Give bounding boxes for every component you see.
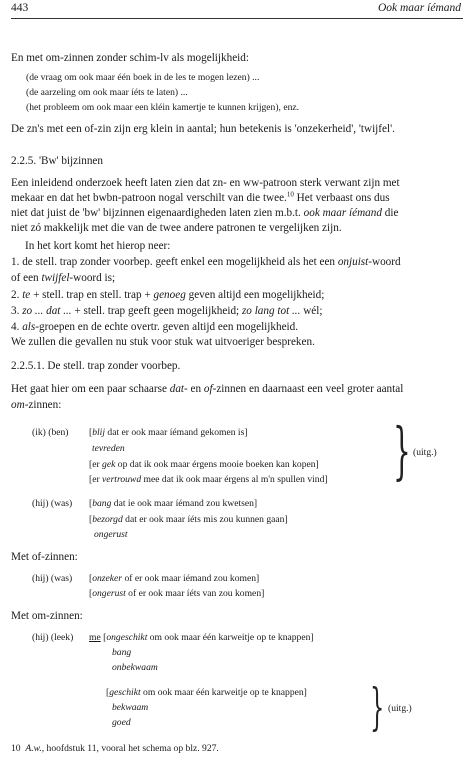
- example-subject: (hij) (leek): [32, 632, 74, 643]
- list-item: 1. de stell. trap zonder voorbep. geeft enkel een mogelijkheid als het een onjuist-woord: [11, 256, 401, 268]
- example-line: [geschikt om ook maar één karweitje op te knappen]: [106, 687, 307, 698]
- section-heading: 2.2.5. 'Bw' bijzinnen: [11, 155, 103, 167]
- text-line: Een inleidend onderzoek heeft laten zien dat zn- en ww-patroon sterk verwant zijn met: [11, 177, 400, 189]
- footnote-ref: 10: [286, 190, 294, 199]
- text-line: om-zinnen:: [11, 399, 62, 411]
- text-line: De zn's met een of-zin zijn erg klein in aantal; hun betekenis is 'onzekerheid', 'twijfel'.: [11, 123, 395, 135]
- example-line: (het probleem om ook maar een kléin kamertje te kunnen krijgen), enz.: [26, 102, 300, 113]
- list-item: 4. als-groepen en de echte overtr. geven altijd een mogelijkheid.: [11, 321, 299, 333]
- section-heading: 2.2.5.1. De stell. trap zonder voorbep.: [11, 360, 181, 372]
- example-line: goed: [112, 717, 131, 728]
- text-line: niet dat juist de 'bw' bijzinnen eigenaardigheden laten zien m.b.t. ook maar íémand die: [11, 207, 399, 219]
- text-line: In het kort komt het hierop neer:: [25, 240, 171, 252]
- subheading: Met om-zinnen:: [11, 610, 83, 622]
- example-line: onbekwaam: [112, 662, 158, 673]
- example-note: (uitg.): [388, 703, 412, 714]
- example-line: [blij dat er ook maar íémand gekomen is]: [89, 427, 248, 438]
- example-subject: (hij) (was): [32, 498, 73, 509]
- example-note: (uitg.): [413, 447, 437, 458]
- example-line: (de vraag om ook maar één boek in de les te mogen lezen) ...: [26, 72, 260, 83]
- example-line: (de aarzeling om ook maar íéts te laten) ...: [26, 87, 188, 98]
- example-line: [er gek op dat ik ook maar érgens mooie boeken kan kopen]: [89, 459, 319, 470]
- list-item: 3. zo ... dat ... + stell. trap geeft geen mogelijkheid; zo lang tot ... wél;: [11, 305, 323, 317]
- example-subject: (ik) (ben): [32, 427, 69, 438]
- example-subject: (hij) (was): [32, 573, 73, 584]
- text-line: We zullen die gevallen nu stuk voor stuk wat uitvoeriger bespreken.: [11, 336, 315, 348]
- example-line: tevreden: [92, 443, 125, 454]
- header-rule: [11, 18, 463, 19]
- example-line: me [ongeschikt om ook maar één karweitje op te knappen]: [89, 632, 314, 643]
- right-brace: }: [370, 678, 385, 736]
- example-line: [bezorgd dat er ook maar íéts mis zou kunnen gaan]: [89, 514, 288, 525]
- page-number: 443: [11, 2, 29, 14]
- running-title: Ook maar íémand: [377, 2, 461, 14]
- text-line: niet zó makkelijk met die van de twee andere patronen te vergelijken zijn.: [11, 222, 342, 234]
- example-line: bang: [112, 647, 132, 658]
- text-line: En met om-zinnen zonder schim-lv als mogelijkheid:: [11, 52, 249, 64]
- list-item-continued: of een twijfel-woord is;: [11, 272, 116, 284]
- footnote: 10 A.w., hoofdstuk 11, vooral het schema op blz. 927.: [11, 743, 219, 754]
- example-line: [onzeker of er ook maar íémand zou komen]: [89, 573, 260, 584]
- text-line: Het gaat hier om een paar schaarse dat- en of-zinnen en daarnaast een veel groter aantal: [11, 383, 404, 395]
- example-line: [er vertrouwd mee dat ik ook maar érgens al m'n spullen vind]: [89, 474, 328, 485]
- text-line: mekaar en dat het bwbn-patroon nogal verschilt van die twee.$^{10}$ Het verbaast ons dus: [11, 190, 390, 204]
- subheading: Met of-zinnen:: [11, 551, 78, 563]
- example-line: [ongerust of er ook maar íéts van zou komen]: [89, 588, 265, 599]
- example-line: bekwaam: [112, 702, 149, 713]
- example-line: ongerust: [94, 529, 128, 540]
- right-brace: }: [393, 414, 411, 487]
- list-item: 2. te + stell. trap en stell. trap + genoeg geven altijd een mogelijkheid;: [11, 289, 325, 301]
- example-line: [bang dat ie ook maar íémand zou kwetsen]: [89, 498, 258, 509]
